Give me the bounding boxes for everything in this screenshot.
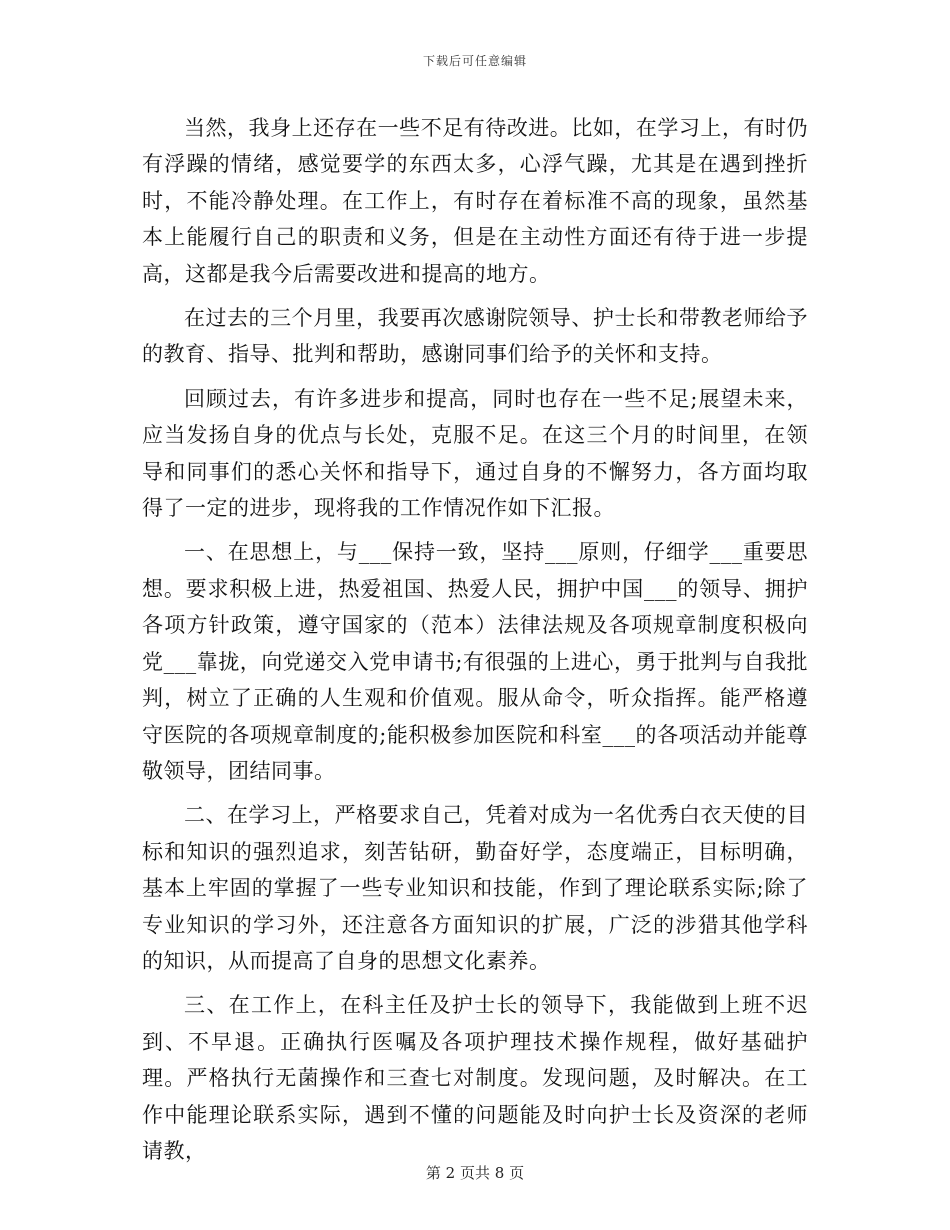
page-number-footer: 第 2 页共 8 页 <box>425 1164 525 1182</box>
paragraph-work: 三、在工作上，在科主任及护士长的领导下，我能做到上班不迟到、不早退。正确执行医嘱及各项护理技术操作规程，做好基础护理。严格执行无菌操作和三查七对制度。发现问题，及时解决。在工作中能理论联系实际，遇到不懂的问题能及时向护士长及资深的老师请教， <box>142 993 808 1163</box>
paragraph-study: 二、在学习上，严格要求自己，凭着对成为一名优秀白衣天使的目标和知识的强烈追求，刻苦钻研，勤奋好学，态度端正，目标明确，基本上牢固的掌握了一些专业知识和技能，作到了理论联系实际;除了专业知识的学习外，还注意各方面知识的扩展，广泛的涉猎其他学科的知识，从而提高了自身的思想文化素养。 <box>142 803 808 973</box>
paragraph-ideology: 一、在思想上，与___保持一致，坚持___原则，仔细学___重要思想。要求积极上进，热爱祖国、热爱人民，拥护中国___的领导、拥护各项方针政策，遵守国家的（范本）法律法规及各项规章制度积极向党___靠拢，向党递交入党申请书;有很强的上进心，勇于批判与自我批判，树立了正确的人生观和价值观。服从命令，听众指挥。能严格遵守医院的各项规章制度的;能积极参加医院和科室___的各项活动并能尊敬领导，团结同事。 <box>142 540 808 783</box>
page-header: 下载后可任意编辑 <box>422 54 527 68</box>
document-body <box>142 110 808 1169</box>
paragraph-shortcomings: 当然，我身上还存在一些不足有待改进。比如，在学习上，有时仍有浮躁的情绪，感觉要学的东西太多，心浮气躁，尤其是在遇到挫折时，不能冷静处理。在工作上，有时存在着标准不高的现象，虽然基本上能履行自己的职责和义务，但是在主动性方面还有待于进一步提高，这都是我今后需要改进和提高的地方。 <box>142 116 808 286</box>
paragraph-thanks: 在过去的三个月里，我要再次感谢院领导、护士长和带教老师给予的教育、指导、批判和帮助，感谢同事们给予的关怀和支持。 <box>142 306 808 367</box>
paragraph-review: 回顾过去，有许多进步和提高，同时也存在一些不足;展望未来，应当发扬自身的优点与长处，克服不足。在这三个月的时间里，在领导和同事们的悉心关怀和指导下，通过自身的不懈努力，各方面均取得了一定的进步，现将我的工作情况作如下汇报。 <box>142 386 808 521</box>
